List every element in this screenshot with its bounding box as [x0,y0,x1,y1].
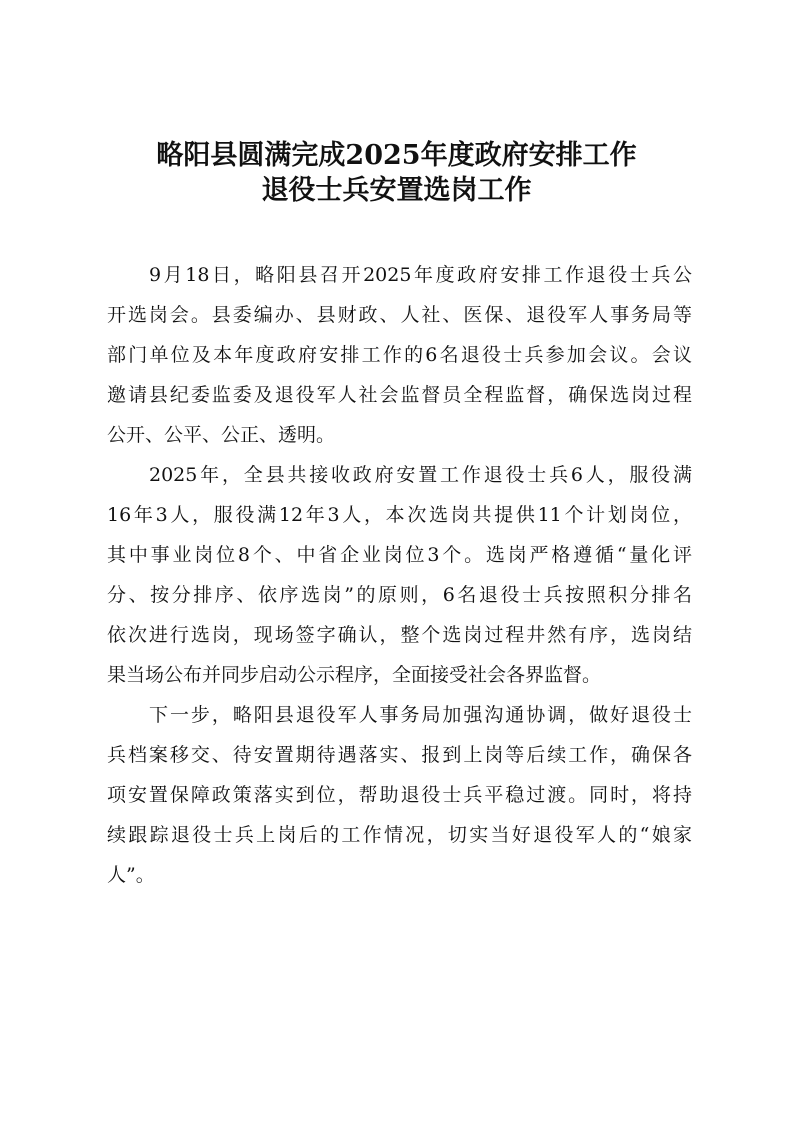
text-line: 9月18日，略阳县召开2025年度政府安排工作退役士兵公 [149,264,692,286]
paragraph-2 [107,455,692,695]
text-line: 依次进行选岗，现场签字确认，整个选岗过程井然有序，选岗结 [107,624,692,646]
text-line: 兵档案移交、待安置期待遇落实、报到上岗等后续工作，确保各 [107,744,692,766]
text-line: 邀请县纪委监委及退役军人社会监督员全程监督，确保选岗过程 [107,384,692,406]
text-line: 续跟踪退役士兵上岗后的工作情况，切实当好退役军人的“娘家 [107,824,692,846]
text-line: 其中事业岗位8个、中省企业岗位3个。选岗严格遵循“量化评 [107,544,692,566]
text-line: 公开、公平、公正、透明。 [107,424,336,446]
document-title-line-1: 略阳县圆满完成2025年度政府安排工作 [156,140,637,171]
document-title-line-2: 退役士兵安置选岗工作 [261,175,532,206]
text-line: 人”。 [107,864,155,886]
text-line: 2025年，全县共接收政府安置工作退役士兵6人，服役满 [149,464,692,486]
paragraph-1 [107,255,692,455]
text-line: 部门单位及本年度政府安排工作的6名退役士兵参加会议。会议 [107,344,692,366]
paragraph-3 [107,695,692,895]
text-line: 果当场公布并同步启动公示程序，全面接受社会各界监督。 [107,664,602,686]
text-line: 项安置保障政策落实到位，帮助退役士兵平稳过渡。同时，将持 [107,784,692,806]
text-line: 下一步，略阳县退役军人事务局加强沟通协调，做好退役士 [149,704,692,726]
document-body [107,255,692,895]
text-line: 开选岗会。县委编办、县财政、人社、医保、退役军人事务局等 [107,304,692,326]
text-line: 分、按分排序、依序选岗”的原则，6名退役士兵按照积分排名 [107,584,692,606]
text-line: 16年3人，服役满12年3人，本次选岗共提供11个计划岗位， [107,504,692,526]
